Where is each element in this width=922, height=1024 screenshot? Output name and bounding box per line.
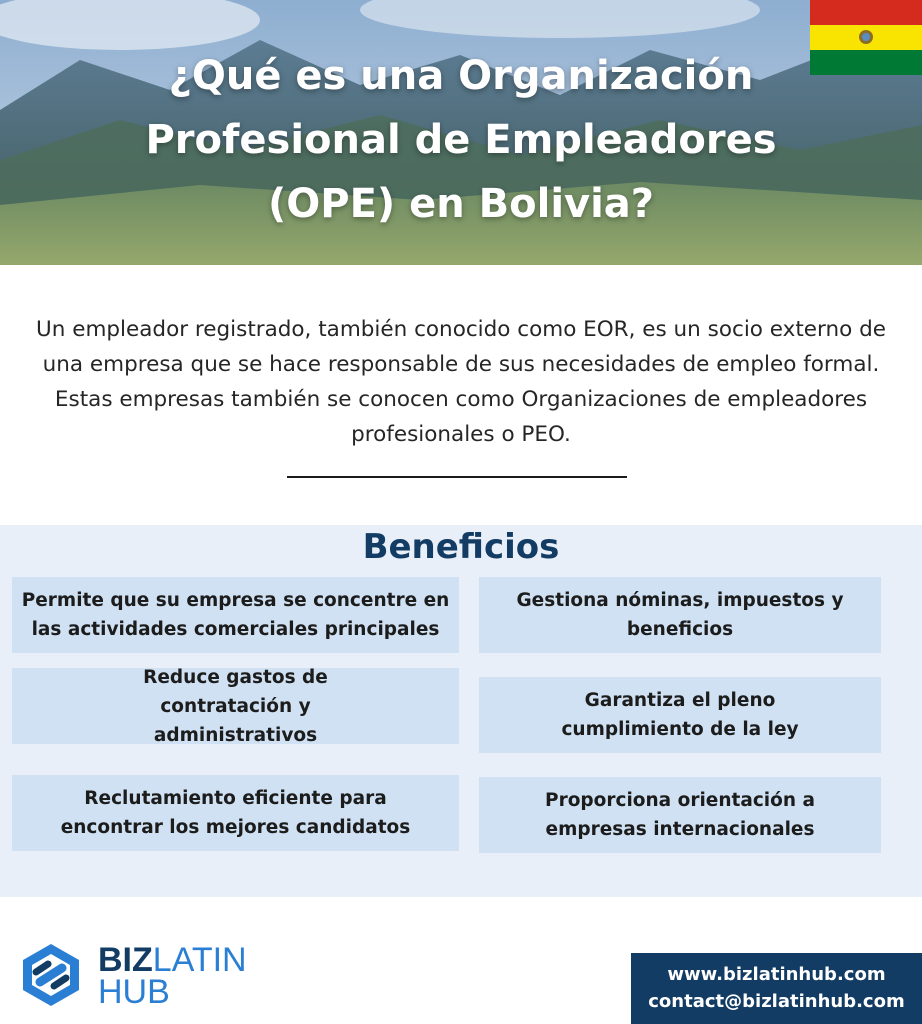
logo-hub: HUB [98,973,170,1011]
coat-of-arms-icon [856,27,876,47]
title-line: Profesional de Empleadores [145,117,777,163]
benefit-card: Proporciona orientación a empresas internacionales [479,777,881,853]
benefits-title: Beneficios [362,527,560,567]
website-link[interactable]: www.bizlatinhub.com [667,964,886,985]
title-line: (OPE) en Bolivia? [267,181,655,227]
title-line: ¿Qué es una Organización [168,53,754,99]
benefit-card: Gestiona nóminas, impuestos y beneficios [479,577,881,653]
biz-latin-hub-logo [18,940,248,1010]
divider [287,476,627,478]
page-title [60,44,862,236]
email-link[interactable]: contact@bizlatinhub.com [648,991,905,1012]
benefit-card: Reduce gastos de contratación y administrativos [12,668,459,744]
logo-latin: LATIN [152,941,247,979]
logo-biz: BIZ [98,941,153,979]
hero-banner [0,0,922,265]
intro-paragraph: Un empleador registrado, también conocido como EOR, es un socio externo de una empresa que se hace responsable de sus necesidades de empleo formal. Estas empresas también se conocen como Organizaciones de empleadores profesionales o PEO. [36,317,886,447]
benefit-card: Permite que su empresa se concentre en las actividades comerciales principales [12,577,459,653]
contact-box [631,953,922,1024]
benefit-card: Reclutamiento eficiente para encontrar los mejores candidatos [12,775,459,851]
logo-mark-icon [18,942,84,1008]
benefit-card: Garantiza el pleno cumplimiento de la ley [479,677,881,753]
bolivia-flag-icon [810,0,922,75]
